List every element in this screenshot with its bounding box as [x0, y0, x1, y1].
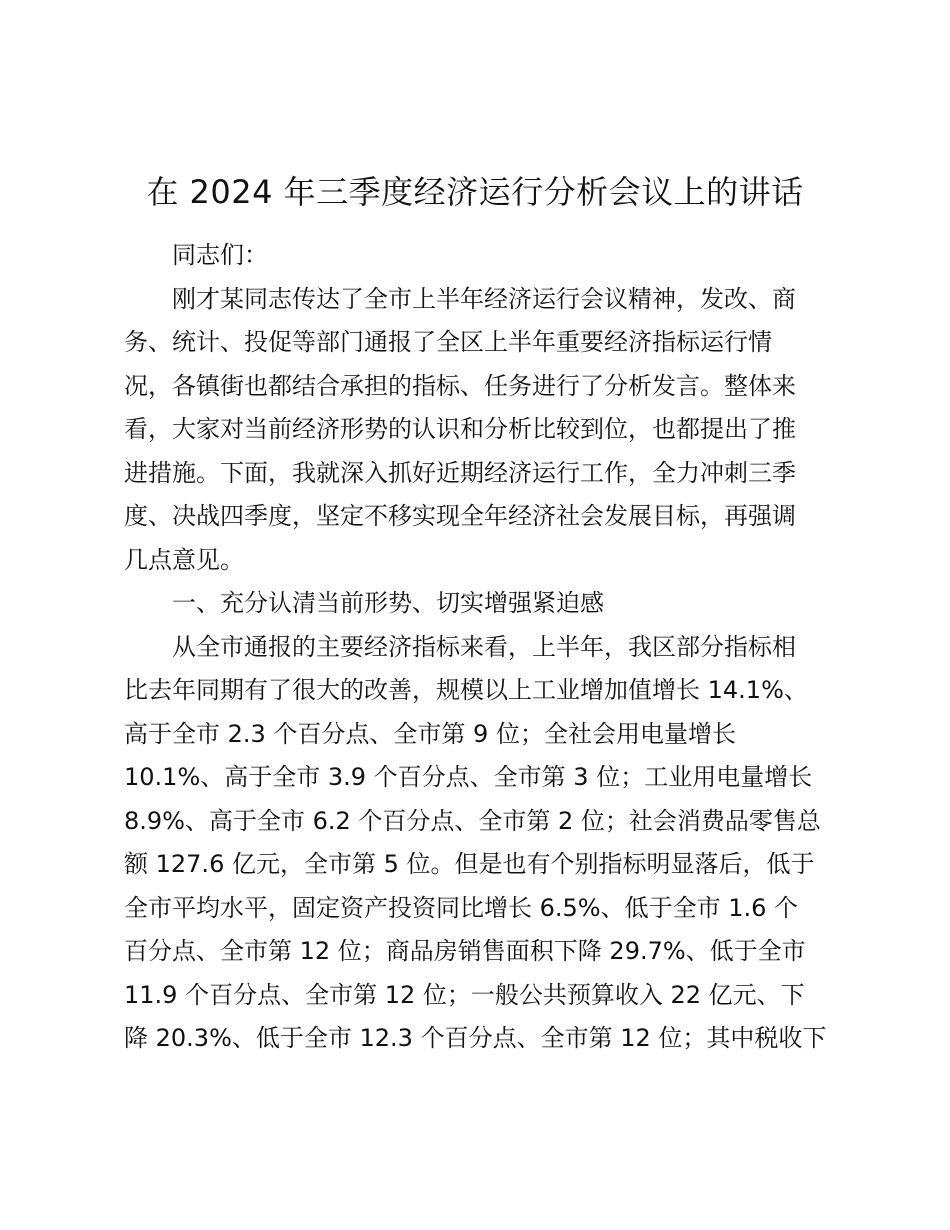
document-title: 在 2024 年三季度经济运行分析会议上的讲话	[146, 173, 804, 211]
paragraph-line: 比去年同期有了很大的改善，规模以上工业增加值增长 14.1%、	[124, 676, 808, 704]
paragraph-line: 高于全市 2.3 个百分点、全市第 9 位；全社会用电量增长	[124, 719, 736, 748]
paragraph-line: 务、统计、投促等部门通报了全区上半年重要经济指标运行情	[124, 328, 772, 356]
paragraph-line: 11.9 个百分点、全市第 12 位；一般公共预算收入 22 亿元、下	[124, 980, 805, 1009]
paragraph-line: 看，大家对当前经济形势的认识和分析比较到位，也都提出了推	[124, 415, 796, 443]
section-heading: 一、充分认清当前形势、切实增强紧迫感	[172, 589, 604, 617]
paragraph-line: 况，各镇街也都结合承担的指标、任务进行了分析发言。整体来	[124, 371, 796, 400]
paragraph-line: 度、决战四季度，坚定不移实现全年经济社会发展目标，再强调	[124, 502, 796, 530]
paragraph-line: 几点意见。	[124, 545, 244, 574]
paragraph-line: 额 127.6 亿元，全市第 5 位。但是也有个别指标明显落后，低于	[124, 850, 815, 878]
paragraph-line: 进措施。下面，我就深入抓好近期经济运行工作，全力冲刺三季	[124, 458, 796, 487]
paragraph-line: 10.1%、高于全市 3.9 个百分点、全市第 3 位；工业用电量增长	[124, 763, 813, 791]
document-body	[124, 234, 840, 1061]
paragraph-line: 降 20.3%、低于全市 12.3 个百分点、全市第 12 位；其中税收下	[124, 1024, 827, 1052]
paragraph-line: 百分点、全市第 12 位；商品房销售面积下降 29.7%、低于全市	[124, 937, 806, 965]
salutation-line: 同志们：	[172, 241, 268, 269]
paragraph-line: 刚才某同志传达了全市上半年经济运行会议精神，发改、商	[172, 284, 796, 313]
paragraph-line: 从全市通报的主要经济指标来看，上半年，我区部分指标相	[172, 632, 796, 661]
paragraph-line: 8.9%、高于全市 6.2 个百分点、全市第 2 位；社会消费品零售总	[124, 806, 821, 835]
paragraph-line: 全市平均水平，固定资产投资同比增长 6.5%、低于全市 1.6 个	[124, 893, 799, 922]
